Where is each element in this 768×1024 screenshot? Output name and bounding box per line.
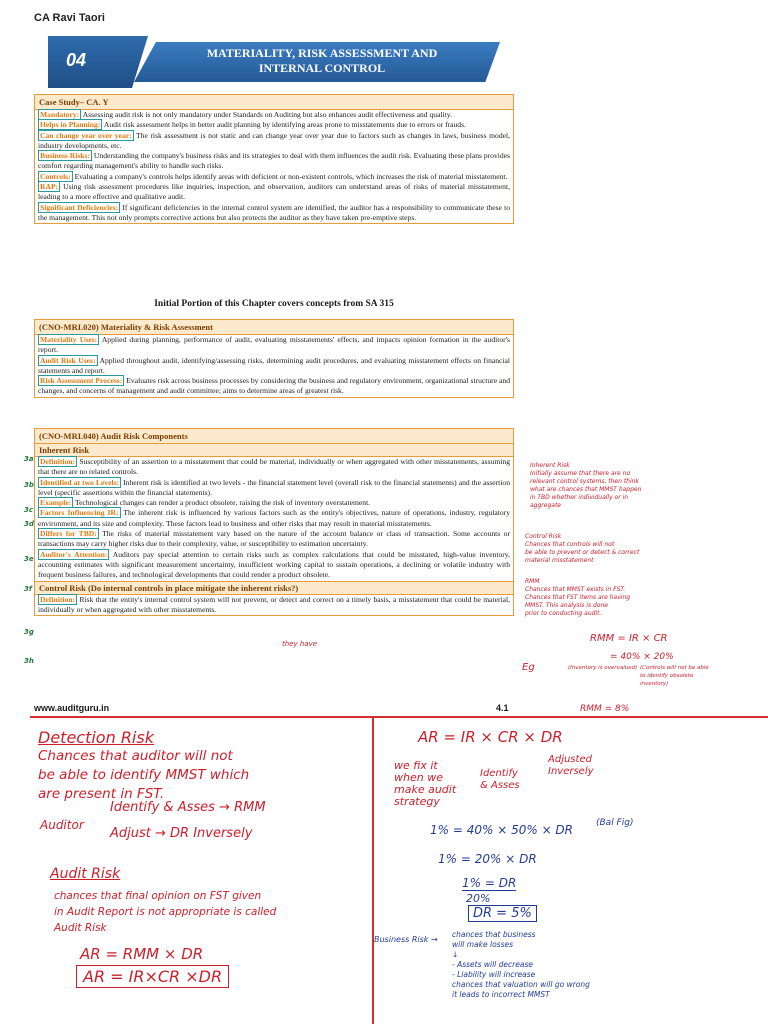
inherent-item-text: The risks of material misstatement vary based on the nature of the account balance or class of transaction. Some accounts or transactions may carry higher risks due to their complexity, value, or susceptibility to estimation uncertainty. xyxy=(38,529,510,549)
inherent-item-tag: Factors Influencing IR: xyxy=(40,508,119,518)
chapter-number-box xyxy=(48,36,148,88)
case-study-item-text: The risk assessment is not static and can change year over year due to factors such as changes in laws, business model, industry developments, etc. xyxy=(38,130,511,150)
case-study-item-text: Using risk assessment procedures like inquiries, inspection, and observation, auditors can understand areas of risks of material misstatement, leading to a more effective and qualitative audit. xyxy=(38,182,510,202)
business-line: chances that valuation will go wrong xyxy=(452,980,590,989)
chapter-banner xyxy=(48,36,500,88)
identify-note xyxy=(480,768,520,792)
margin-mark: 3b xyxy=(24,481,34,489)
business-line: chances that business xyxy=(452,930,536,939)
side-control-line: be able to prevent or detect & correct xyxy=(525,549,640,556)
case-study-item-tag: Controls: xyxy=(40,171,71,181)
cno020-item-text: Applied throughout audit, identifying/assessing risks, determining audit procedures, and evaluating misstatement effects on financial statements and report. xyxy=(38,355,510,375)
eg-label: Eg xyxy=(522,662,535,673)
calc-line-2: 1% = 20% × DR xyxy=(438,852,537,866)
adjust-note xyxy=(548,754,594,778)
side-inherent-line: Inherent Risk xyxy=(530,462,570,469)
cno020-box xyxy=(34,319,514,398)
control-item xyxy=(35,595,513,616)
inherent-item-text: Susceptibility of an assertion to a misstatement that could be material, individually or when aggregated with other misstatements, assuming that there are no related controls. xyxy=(38,457,510,477)
case-study-item-text: Audit risk assessment helps in better audit planning by identifying areas prone to misstatements due to errors or frauds. xyxy=(102,120,466,130)
identify-note-line: & Asses xyxy=(480,780,520,791)
side-inherent-line: what are chances that MMST happen xyxy=(530,486,642,493)
control-item-text: Risk that the entity's internal control system will not prevent, or detect and correct on a timely basis, a misstatement that could be material, individually or when aggregated with other misstatements. xyxy=(38,594,510,614)
detection-risk-title: Detection Risk xyxy=(38,728,154,747)
auditor-flow-1: Identify & Asses → RMM xyxy=(110,800,266,815)
side-inherent-line: in TBD whether individually or in xyxy=(530,494,629,501)
audit-risk-line: chances that final opinion on FST given xyxy=(54,890,262,902)
case-study-item xyxy=(35,151,513,172)
inherent-item-tag: Example: xyxy=(40,498,72,508)
case-study-item xyxy=(35,172,513,182)
case-study-item xyxy=(35,110,513,120)
footer-website: www.auditguru.in xyxy=(34,703,110,713)
cno020-item xyxy=(35,376,513,397)
inherent-item-text: Inherent risk is identified at two levels - the financial statement level (overall risk to the financial statements) and the assertion level (specific assertions within the financial statements). xyxy=(38,477,510,497)
inherent-item xyxy=(35,508,513,529)
margin-mark: 3c xyxy=(24,506,34,514)
margin-mark: 3g xyxy=(24,628,34,636)
sa-note: Initial Portion of this Chapter covers concepts from SA 315 xyxy=(154,299,394,309)
case-study-item xyxy=(35,182,513,203)
detection-risk-line: Chances that auditor will not xyxy=(38,748,233,764)
margin-mark: 3d xyxy=(24,520,34,528)
case-study-item-tag: Helps in Planning: xyxy=(40,120,101,130)
cno020-item-text: Applied during planning, performance of audit, evaluating misstatements' effects, and impacts opinion formation in the auditor's report. xyxy=(38,335,510,355)
inherent-item-text: Auditors pay special attention to certain risks such as complex calculations that could be misstated, high-value inventory, accounting estimates with significant measurement uncertainty, insufficient working capital to sustain operations, a declining or volatile industry with frequent business failures, and technological developments that could render a product obsolete. xyxy=(38,549,511,580)
eg-note1: (Inventory is overvalued) xyxy=(568,665,638,671)
calc-line-3-den: 20% xyxy=(466,892,491,905)
audit-risk-title: Audit Risk xyxy=(50,866,121,882)
cno020-item xyxy=(35,335,513,356)
side-inherent-line: Initially assume that there are no xyxy=(530,470,631,477)
annotation-divider-horizontal xyxy=(30,716,768,718)
detection-risk-line: be able to identify MMST which xyxy=(38,767,250,783)
chapter-number: 04 xyxy=(66,50,87,70)
audit-risk-formula-1: AR = RMM × DR xyxy=(80,945,204,963)
calc-line-3: 1% = DR xyxy=(462,876,517,890)
case-study-item xyxy=(35,131,513,152)
case-study-item-text: Evaluating a company's controls helps identify areas with deficient or non-existent controls, which increases the risk of material misstatement. xyxy=(72,171,508,181)
case-study-item-tag: Business Risks: xyxy=(40,151,91,161)
cno040-box xyxy=(34,428,514,616)
identify-note-line: Identify xyxy=(480,768,518,779)
cno040-title: (CNO-MRI.040) Audit Risk Components xyxy=(35,429,513,444)
inherent-item-text: Technological changes can render a product obsolete, raising the risk of inventory overstatement. xyxy=(73,498,371,508)
eg-values: = 40% × 20% xyxy=(610,652,674,662)
inherent-item-tag: Differs for TBD: xyxy=(40,529,97,539)
fix-note-line: we fix it xyxy=(394,759,438,772)
calc-line-1: 1% = 40% × 50% × DR xyxy=(430,823,574,837)
case-study-items xyxy=(35,110,513,223)
case-study-item-tag: Significant Deficiencies: xyxy=(40,202,119,212)
inherent-item xyxy=(35,550,513,581)
cno020-items xyxy=(35,335,513,397)
margin-mark: 3f xyxy=(24,585,32,593)
chapter-title-line2: INTERNAL CONTROL xyxy=(258,61,386,75)
annotation-divider-vertical xyxy=(372,716,374,1024)
case-study-box xyxy=(34,94,514,224)
inherent-risk-heading: Inherent Risk xyxy=(35,444,513,457)
side-rmm-line: Chances that MMST exists in FST. xyxy=(525,586,626,593)
side-rmm-line: MMST. This analysis is done xyxy=(525,602,608,609)
inherent-item-tag: Auditor's Attention: xyxy=(40,549,108,559)
case-study-item-tag: Can change year over year: xyxy=(40,130,132,140)
side-control-line: material misstatement xyxy=(525,557,594,564)
inherent-items xyxy=(35,457,513,581)
business-line: it leads to incorrect MMST xyxy=(452,990,550,999)
case-study-item-text: Understanding the company's business risks and its strategies to deal with them influences the audit risk. Evaluating these plans provides comfort regarding management's ability to handle such risks. xyxy=(38,151,511,171)
inherent-item xyxy=(35,478,513,499)
case-study-item-tag: RAP: xyxy=(40,182,59,192)
case-study-item xyxy=(35,203,513,224)
margin-mark: 3a xyxy=(24,455,34,463)
cno020-item xyxy=(35,356,513,377)
cno020-item-tag: Audit Risk Uses: xyxy=(40,355,96,365)
detection-risk-line: are present in FST. xyxy=(38,786,165,802)
side-rmm-line: prior to conducting audit. xyxy=(525,610,602,617)
eg-note2: (Controls will not be able to identify obsolete inventory) xyxy=(640,665,709,687)
fix-note-line: when we xyxy=(394,771,443,784)
adjust-note-line: Inversely xyxy=(548,766,594,777)
chapter-title-line1: MATERIALITY, RISK ASSESSMENT AND xyxy=(206,46,438,60)
business-risk-lines xyxy=(452,930,590,1000)
inherent-item xyxy=(35,457,513,478)
side-inherent-line: aggregate xyxy=(530,502,561,509)
cno020-item-tag: Risk Assessment Process: xyxy=(40,376,123,386)
business-line: ↓ xyxy=(452,950,459,959)
audit-risk-line: in Audit Report is not appropriate is called xyxy=(54,906,277,918)
adjust-note-line: Adjusted xyxy=(548,754,592,765)
cno020-title: (CNO-MRI.020) Materiality & Risk Assessment xyxy=(35,320,513,335)
control-item-tag: Definition: xyxy=(40,594,76,604)
auditor-flow-2: Adjust → DR Inversely xyxy=(110,826,253,841)
right-ar-formula: AR = IR × CR × DR xyxy=(418,728,563,746)
side-note-rmm xyxy=(525,578,630,618)
business-risk-label: Business Risk → xyxy=(374,935,438,944)
calc-line-1-note: (Bal Fig) xyxy=(596,818,634,828)
chapter-title xyxy=(152,46,492,76)
rmm-formula: RMM = IR × CR xyxy=(590,633,668,644)
audit-risk-line: Audit Risk xyxy=(54,922,107,934)
rmm-result: RMM = 8% xyxy=(580,704,630,714)
cno020-item-text: Evaluates risk across business processes by considering the business and regulatory environment, organizational structure and changes, and concerns of management and audit committee; aims to determine areas of greatest risk. xyxy=(38,376,511,396)
fix-note-line: strategy xyxy=(394,795,440,808)
side-control-line: Control Risk xyxy=(525,533,562,540)
doubt-label: they have xyxy=(282,640,318,648)
inherent-item-tag: Definition: xyxy=(40,457,76,466)
case-study-item-text: If significant deficiencies in the internal control system are identified, the auditor has a responsibility to communicate these to the management. This not only prompts corrective actions but also protects the auditor as they have taken pre-emptive steps. xyxy=(38,202,510,222)
footer-page-number: 4.1 xyxy=(496,703,509,713)
control-risk-heading: Control Risk (Do internal controls in place mitigate the inherent risks?) xyxy=(35,581,513,595)
audit-risk-formula-2: AR = IR×CR ×DR xyxy=(76,965,229,988)
control-items xyxy=(35,595,513,616)
fix-note-line: make audit xyxy=(394,783,457,796)
cno020-item-tag: Materiality Uses: xyxy=(40,335,98,344)
case-study-title: Case Study– CA. Y xyxy=(35,95,513,110)
side-note-control xyxy=(525,533,639,565)
side-control-line: Chances that controls will not xyxy=(525,541,615,548)
inherent-item-tag: Identified at two Levels: xyxy=(40,477,120,487)
author-name: CA Ravi Taori xyxy=(34,12,105,24)
margin-mark: 3h xyxy=(24,657,34,665)
margin-mark: 3e xyxy=(24,555,34,563)
inherent-item-text: The inherent risk is influenced by various factors such as the entity's objectives, nature of operations, industry, regulatory environment, and its size and complexity. These factors lead to business and other risks that may result in material misstatements. xyxy=(38,508,510,528)
fix-note xyxy=(394,760,456,808)
calc-line-4: DR = 5% xyxy=(468,905,537,922)
auditor-flow-label: Auditor xyxy=(40,818,84,832)
side-note-inherent xyxy=(530,462,641,510)
side-rmm-line: RMM xyxy=(525,578,540,585)
case-study-item-tag: Mandatory: xyxy=(40,110,80,119)
side-rmm-line: Chances that FST items are having xyxy=(525,594,631,601)
business-line: will make losses xyxy=(452,940,514,949)
business-line: - Assets will decrease xyxy=(452,960,533,969)
side-inherent-line: relevant control systems, then think xyxy=(530,478,639,485)
inherent-item xyxy=(35,529,513,550)
case-study-item-text: Assessing audit risk is not only mandatory under Standards on Auditing but also enhances audit effectiveness and quality. xyxy=(81,110,452,119)
business-line: - Liability will increase xyxy=(452,970,536,979)
